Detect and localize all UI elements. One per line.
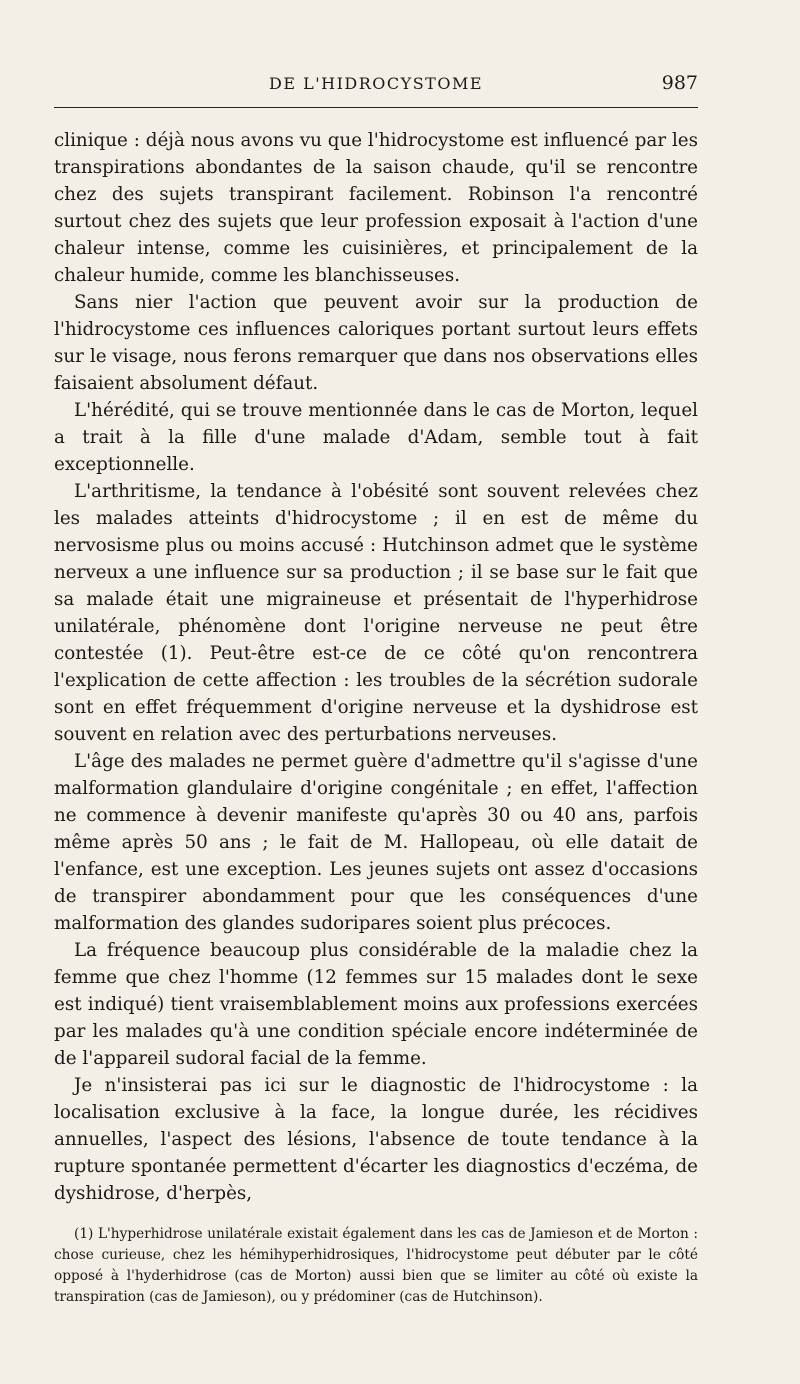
page-number: 987 [661, 72, 698, 94]
paragraph-7: Je n'insisterai pas ici sur le diagnostic de l'hidrocystome : la localisation exclusive à la face, la longue durée, les récidives annuelles, l'aspect des lésions, l'absence de toute tendance à la rupture spontanée permettent d'écarter les diagnostics d'eczéma, de dyshidrose, d'herpès, [54, 1075, 698, 1204]
footnotes [54, 1224, 698, 1308]
paragraph-2: Sans nier l'action que peuvent avoir sur la production de l'hidrocystome ces influences caloriques portant surtout leurs effets sur le visage, nous ferons remarquer que dans nos observations elles faisaient absolument défaut. [54, 292, 698, 394]
body-text [54, 127, 698, 1207]
header-rule [54, 107, 698, 108]
paragraph-1: clinique : déjà nous avons vu que l'hidrocystome est influencé par les transpirations abondantes de la saison chaude, qu'il se rencontre chez des sujets transpirant facilement. Robinson l'a rencontré surtout chez des sujets que leur profession exposait à l'action d'une chaleur intense, comme les cuisinières, et principalement de la chaleur humide, comme les blanchisseuses. [54, 130, 698, 286]
paragraph-4: L'arthritisme, la tendance à l'obésité sont souvent relevées chez les malades atteints d'hidrocystome ; il en est de même du nervosisme plus ou moins accusé : Hutchinson admet que le système nerveux a une influence sur sa production ; il se base sur le fait que sa malade était une migraineuse et présentait de l'hyperhidrose unilatérale, phénomène dont l'origine nerveuse ne peut être contestée (1). Peut-être est-ce de ce côté qu'on rencontrera l'explication de cette affection : les troubles de la sécrétion sudorale sont en effet fréquemment d'origine nerveuse et la dyshidrose est souvent en relation avec des perturbations nerveuses. [54, 481, 698, 745]
paragraph-5: L'âge des malades ne permet guère d'admettre qu'il s'agisse d'une malformation glandulaire d'origine congénitale ; en effet, l'affection ne commence à devenir manifeste qu'après 30 ou 40 ans, parfois même après 50 ans ; le fait de M. Hallopeau, où elle datait de l'enfance, est une exception. Les jeunes sujets ont assez d'occasions de transpirer abondamment pour que les conséquences d'une malformation des glandes sudoripares soient plus précoces. [54, 751, 698, 934]
book-page [54, 64, 698, 1344]
running-title: DE L'HIDROCYSTOME [269, 74, 483, 93]
footnote-1: (1) L'hyperhidrose unilatérale existait également dans les cas de Jamieson et de Morton : chose curieuse, chez les hémihyperhidrosiques, l'hidrocystome peut débuter par le côté opposé à l'hyderhidrose (cas de Morton) aussi bien que se limiter au côté où existe la transpiration (cas de Jamieson), ou y prédominer (cas de Hutchinson). [54, 1226, 698, 1305]
paragraph-3: L'hérédité, qui se trouve mentionnée dans le cas de Morton, lequel a trait à la fille d'une malade d'Adam, semble tout à fait exceptionnelle. [54, 400, 698, 475]
paragraph-6: La fréquence beaucoup plus considérable de la maladie chez la femme que chez l'homme (12 femmes sur 15 malades dont le sexe est indiqué) tient vraisemblablement moins aux professions exercées par les malades qu'à une condition spéciale encore indéterminée de de l'appareil sudoral facial de la femme. [54, 940, 698, 1069]
running-head [54, 64, 698, 108]
